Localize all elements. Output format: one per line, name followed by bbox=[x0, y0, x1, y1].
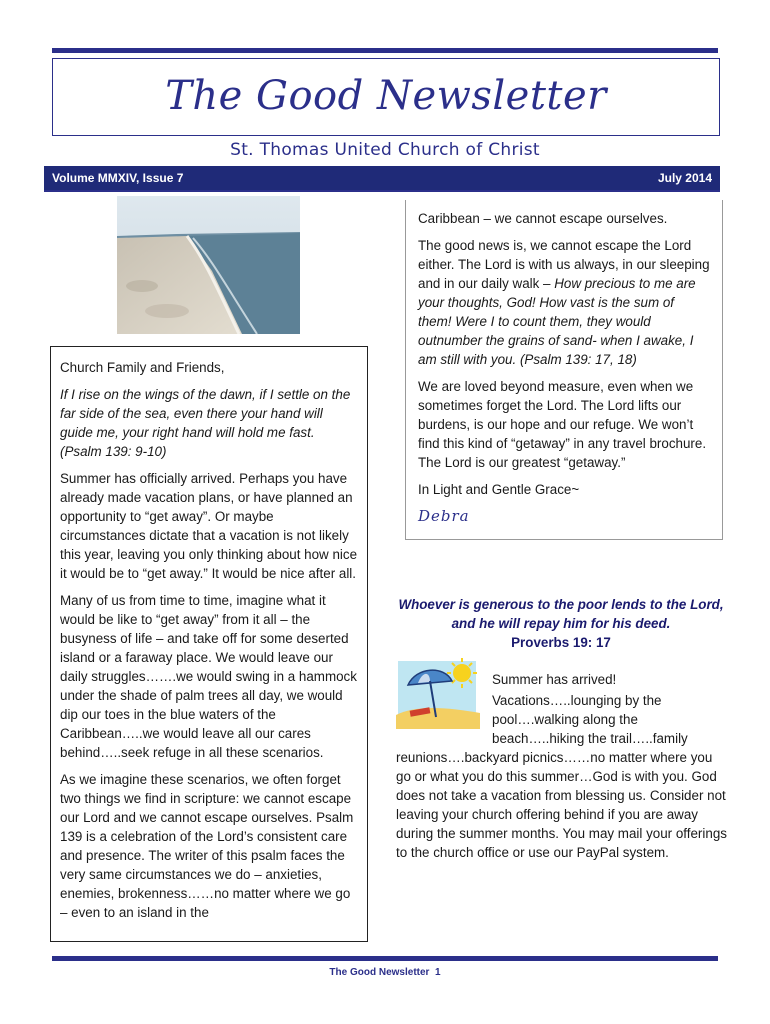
summer-intro bbox=[396, 670, 728, 748]
summer-column bbox=[396, 670, 728, 862]
summer-line: beach…..hiking the trail…..family bbox=[492, 731, 688, 746]
summer-line: pool….walking along the bbox=[492, 712, 638, 727]
greeting: Church Family and Friends, bbox=[60, 360, 225, 375]
closing: In Light and Gentle Grace~ bbox=[418, 482, 580, 497]
good-news-text: The good news is, we cannot escape the Lord either. The Lord is with us always, in our sleeping and in our daily walk – bbox=[418, 238, 710, 291]
signature: Debra bbox=[418, 507, 470, 525]
summer-line: Vacations…..lounging by the bbox=[492, 693, 662, 708]
top-rule bbox=[52, 48, 718, 53]
letter-paragraph: Summer has officially arrived. Perhaps you have already made vacation plans, or have planned an opportunity to “get away”. Or maybe circumstances dictate that a vacation is not likely this year, leaving you only thinking about how nice it would be to “get away.” It would be nice after all. bbox=[60, 471, 358, 581]
bottom-rule bbox=[52, 956, 718, 961]
newsletter-title: The Good Newsletter bbox=[165, 73, 607, 119]
verse-line: Whoever is generous to the poor lends to the Lord, bbox=[398, 597, 724, 612]
page-footer: The Good Newsletter 1 bbox=[329, 967, 441, 978]
verse-reference: Proverbs 19: 17 bbox=[511, 635, 611, 650]
continued-line: Caribbean – we cannot escape ourselves. bbox=[418, 211, 668, 226]
beach-photo bbox=[117, 196, 300, 334]
issue-date: July 2014 bbox=[657, 171, 712, 185]
loved-paragraph: We are loved beyond measure, even when we sometimes forget the Lord. The Lord lifts our burdens, is our hope and our refuge. We won’t find this kind of “getaway” in any travel brochure. The Lord is our greatest “getaway.” bbox=[418, 379, 707, 470]
proverb-verse bbox=[394, 595, 728, 652]
scripture-quote: If I rise on the wings of the dawn, if I settle on the far side of the sea, even there your hand will guide me, your right hand will hold me fast. (Psalm 139: 9-10) bbox=[60, 387, 351, 459]
verse-line: and he will repay him for his deed. bbox=[451, 616, 671, 631]
summer-line: Summer has arrived! bbox=[492, 672, 617, 687]
letter-column bbox=[50, 346, 368, 942]
letter-paragraph: Many of us from time to time, imagine what it would be like to “get away” from it all – the busyness of life – and take off for some deserted island or a faraway place. We would leave our daily struggles…….we would swing in a hammock under the shade of palm trees all day, we would dip our toes in the blue waters of the Caribbean…..we would leave all our cares behind…..seek refuge in all these scenarios. bbox=[60, 593, 357, 760]
issue-bar-rule bbox=[44, 190, 720, 192]
masthead bbox=[52, 58, 720, 136]
psalm-quote: How precious to me are your thoughts, God! How vast is the sum of them! Were I to count them, they would outnumber the grains of sand- when I awake, I am still with you. (Psalm 139: 17, 18) bbox=[418, 276, 696, 367]
good-news-paragraph bbox=[418, 236, 710, 369]
issue-bar bbox=[44, 166, 720, 190]
letter-paragraph: As we imagine these scenarios, we often forget two things we find in scripture: we cannot escape our Lord and we cannot escape ourselves. Psalm 139 is a celebration of the Lord’s consistent care and presence. The writer of this psalm faces the very same circumstances we do – anxieties, enemies, brokenness……no matter where we go – even to an island in the bbox=[60, 772, 354, 920]
church-name: St. Thomas United Church of Christ bbox=[230, 140, 540, 160]
volume-issue: Volume MMXIV, Issue 7 bbox=[52, 171, 184, 185]
summer-paragraph: reunions….backyard picnics……no matter where you go or what you do this summer…God is with you. God does not take a vacation from blessing us. Consider not leaving your church offering behind if you are away during the summer months. You may mail your offerings to the church office or use our PayPal system. bbox=[396, 750, 727, 860]
continued-column bbox=[405, 200, 723, 540]
